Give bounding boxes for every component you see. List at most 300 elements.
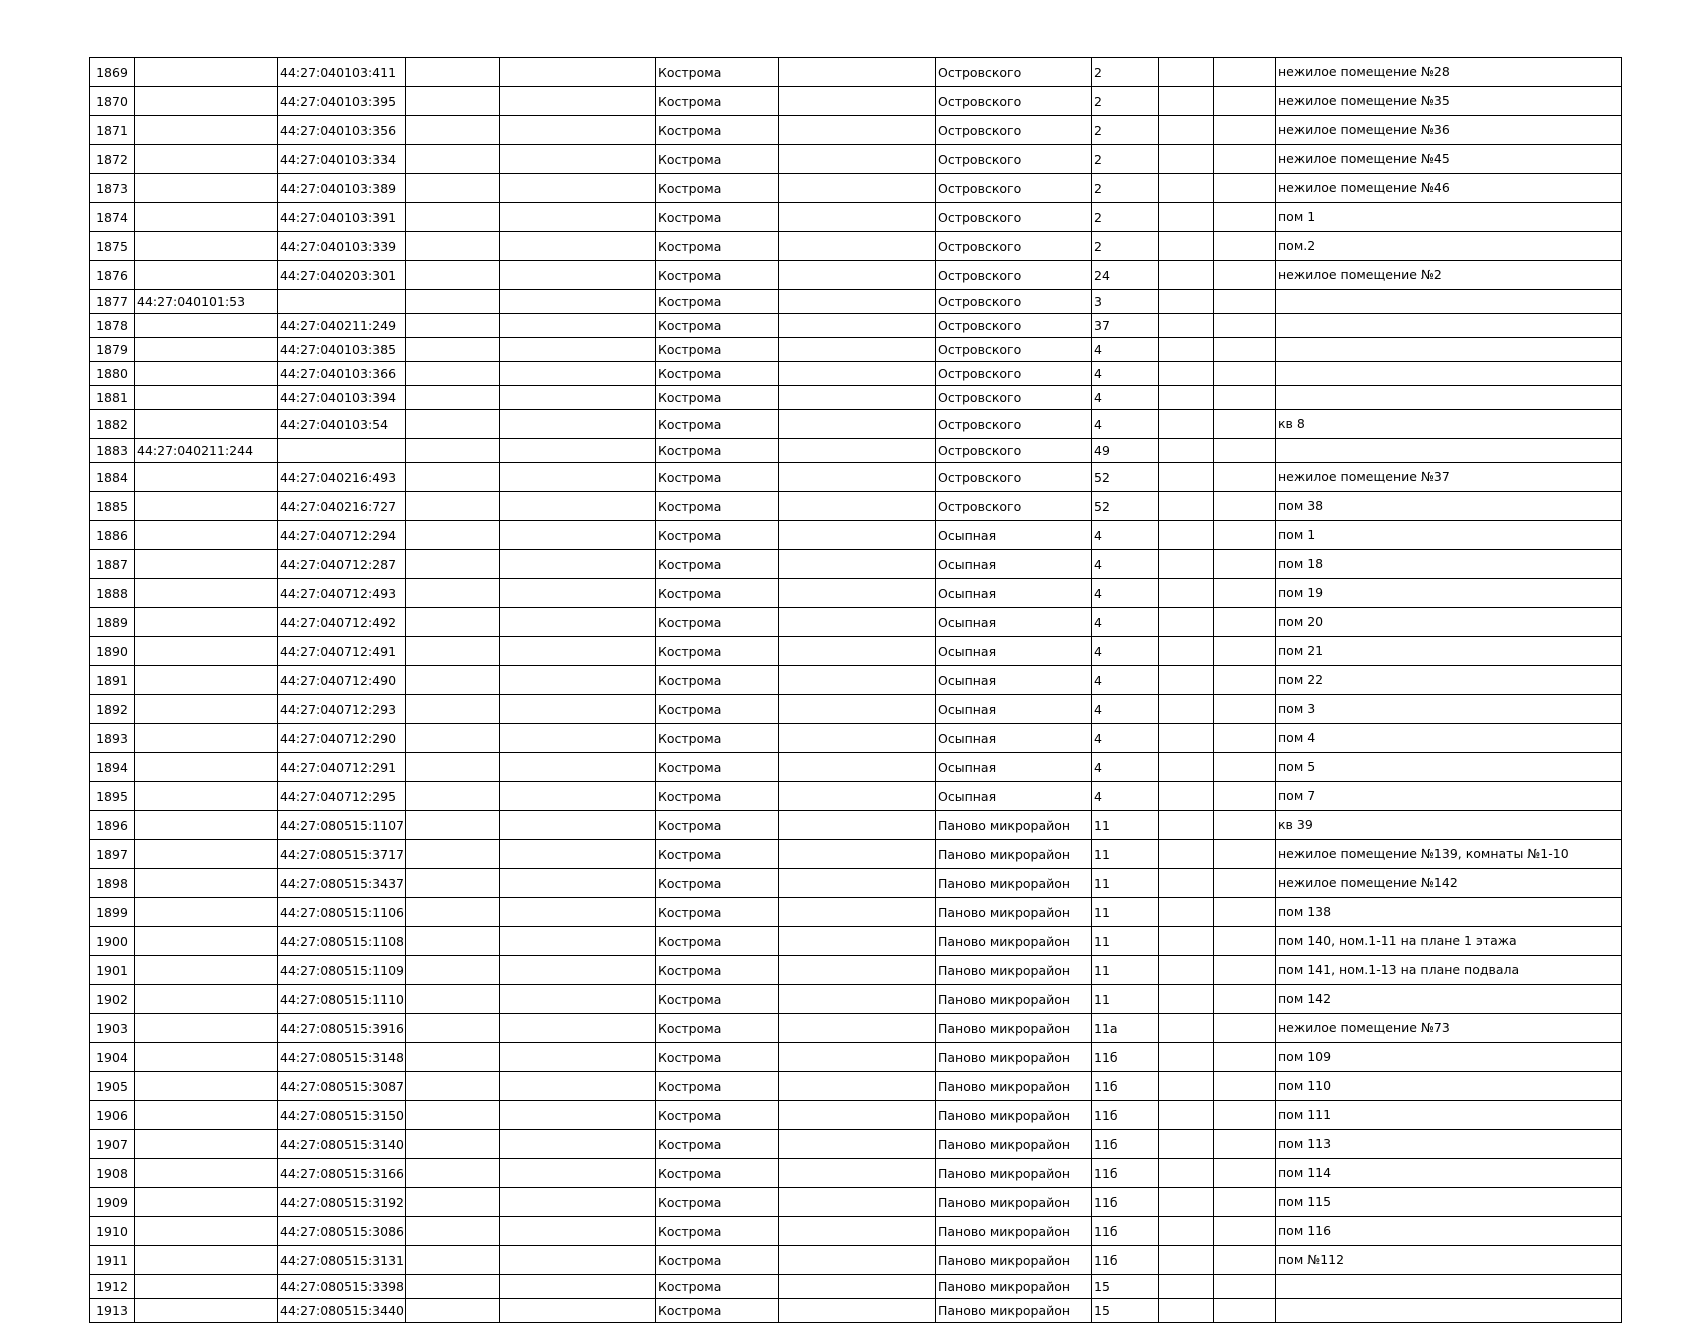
cadastral-number-cell	[135, 1299, 278, 1323]
empty-cell	[779, 1043, 936, 1072]
table-row	[90, 1159, 1622, 1188]
empty-cell	[406, 608, 500, 637]
empty-cell	[1214, 203, 1276, 232]
object-cadastral-number-cell: 44:27:080515:3086	[278, 1217, 406, 1246]
row-number-cell: 1899	[90, 898, 135, 927]
empty-cell	[406, 666, 500, 695]
house-number-cell: 4	[1092, 550, 1159, 579]
object-cadastral-number-cell: 44:27:080515:3166	[278, 1159, 406, 1188]
empty-cell	[1214, 492, 1276, 521]
empty-cell	[1214, 666, 1276, 695]
empty-cell	[779, 637, 936, 666]
cadastral-number-cell	[135, 1246, 278, 1275]
table-row	[90, 145, 1622, 174]
empty-cell	[500, 1130, 656, 1159]
empty-cell	[1159, 869, 1214, 898]
city-cell: Кострома	[656, 338, 779, 362]
city-cell: Кострома	[656, 1043, 779, 1072]
empty-cell	[406, 869, 500, 898]
empty-cell	[779, 174, 936, 203]
row-number-cell: 1908	[90, 1159, 135, 1188]
city-cell: Кострома	[656, 869, 779, 898]
premises-note-cell: нежилое помещение №45	[1276, 145, 1622, 174]
row-number-cell: 1884	[90, 463, 135, 492]
empty-cell	[500, 1217, 656, 1246]
empty-cell	[1214, 695, 1276, 724]
street-cell: Осыпная	[936, 753, 1092, 782]
city-cell: Кострома	[656, 290, 779, 314]
street-cell: Осыпная	[936, 521, 1092, 550]
house-number-cell: 4	[1092, 782, 1159, 811]
empty-cell	[779, 314, 936, 338]
cadastral-number-cell	[135, 1217, 278, 1246]
city-cell: Кострома	[656, 463, 779, 492]
empty-cell	[406, 1246, 500, 1275]
empty-cell	[500, 753, 656, 782]
empty-cell	[1214, 1159, 1276, 1188]
city-cell: Кострома	[656, 174, 779, 203]
premises-note-cell: пом 38	[1276, 492, 1622, 521]
row-number-cell: 1871	[90, 116, 135, 145]
house-number-cell: 11б	[1092, 1130, 1159, 1159]
row-number-cell: 1893	[90, 724, 135, 753]
table-row	[90, 811, 1622, 840]
house-number-cell: 11б	[1092, 1217, 1159, 1246]
street-cell: Островского	[936, 492, 1092, 521]
table-row	[90, 782, 1622, 811]
empty-cell	[779, 550, 936, 579]
empty-cell	[779, 753, 936, 782]
city-cell: Кострома	[656, 1217, 779, 1246]
city-cell: Кострома	[656, 232, 779, 261]
house-number-cell: 11	[1092, 927, 1159, 956]
empty-cell	[1159, 608, 1214, 637]
city-cell: Кострома	[656, 314, 779, 338]
row-number-cell: 1894	[90, 753, 135, 782]
street-cell: Островского	[936, 386, 1092, 410]
table-row	[90, 1101, 1622, 1130]
object-cadastral-number-cell: 44:27:080515:3717	[278, 840, 406, 869]
empty-cell	[1159, 521, 1214, 550]
object-cadastral-number-cell: 44:27:040712:291	[278, 753, 406, 782]
object-cadastral-number-cell: 44:27:040712:295	[278, 782, 406, 811]
empty-cell	[779, 1072, 936, 1101]
table-row	[90, 1014, 1622, 1043]
empty-cell	[1159, 463, 1214, 492]
empty-cell	[406, 261, 500, 290]
cadastral-number-cell	[135, 724, 278, 753]
cadastral-number-cell	[135, 782, 278, 811]
row-number-cell: 1909	[90, 1188, 135, 1217]
empty-cell	[1214, 753, 1276, 782]
empty-cell	[500, 58, 656, 87]
empty-cell	[406, 116, 500, 145]
object-cadastral-number-cell: 44:27:080515:1107	[278, 811, 406, 840]
object-cadastral-number-cell: 44:27:080515:3150	[278, 1101, 406, 1130]
house-number-cell: 37	[1092, 314, 1159, 338]
cadastral-number-cell	[135, 492, 278, 521]
empty-cell	[500, 1101, 656, 1130]
city-cell: Кострома	[656, 985, 779, 1014]
empty-cell	[406, 362, 500, 386]
empty-cell	[406, 290, 500, 314]
empty-cell	[1159, 666, 1214, 695]
street-cell: Паново микрорайон	[936, 840, 1092, 869]
empty-cell	[779, 1246, 936, 1275]
empty-cell	[779, 261, 936, 290]
house-number-cell: 4	[1092, 724, 1159, 753]
empty-cell	[1159, 927, 1214, 956]
empty-cell	[779, 58, 936, 87]
object-cadastral-number-cell: 44:27:040712:290	[278, 724, 406, 753]
cadastral-number-cell	[135, 338, 278, 362]
object-cadastral-number-cell: 44:27:040103:391	[278, 203, 406, 232]
empty-cell	[1159, 1188, 1214, 1217]
cadastral-number-cell	[135, 927, 278, 956]
table-row	[90, 666, 1622, 695]
street-cell: Паново микрорайон	[936, 811, 1092, 840]
object-cadastral-number-cell: 44:27:040216:727	[278, 492, 406, 521]
empty-cell	[500, 1043, 656, 1072]
empty-cell	[500, 439, 656, 463]
cadastral-number-cell	[135, 1130, 278, 1159]
empty-cell	[1214, 145, 1276, 174]
row-number-cell: 1872	[90, 145, 135, 174]
city-cell: Кострома	[656, 608, 779, 637]
object-cadastral-number-cell: 44:27:040712:490	[278, 666, 406, 695]
cadastral-number-cell	[135, 362, 278, 386]
empty-cell	[406, 1275, 500, 1299]
street-cell: Осыпная	[936, 550, 1092, 579]
table-row	[90, 869, 1622, 898]
table-row	[90, 232, 1622, 261]
premises-note-cell	[1276, 290, 1622, 314]
empty-cell	[500, 1246, 656, 1275]
empty-cell	[406, 927, 500, 956]
premises-note-cell: пом 1	[1276, 203, 1622, 232]
table-row	[90, 362, 1622, 386]
empty-cell	[779, 927, 936, 956]
empty-cell	[500, 116, 656, 145]
empty-cell	[779, 463, 936, 492]
premises-note-cell: нежилое помещение №73	[1276, 1014, 1622, 1043]
cadastral-number-cell	[135, 579, 278, 608]
empty-cell	[500, 782, 656, 811]
empty-cell	[1159, 811, 1214, 840]
empty-cell	[779, 1101, 936, 1130]
empty-cell	[1159, 410, 1214, 439]
cadastral-number-cell	[135, 1101, 278, 1130]
city-cell: Кострома	[656, 261, 779, 290]
street-cell: Осыпная	[936, 695, 1092, 724]
city-cell: Кострома	[656, 666, 779, 695]
empty-cell	[1214, 1217, 1276, 1246]
empty-cell	[779, 232, 936, 261]
empty-cell	[1214, 232, 1276, 261]
empty-cell	[500, 338, 656, 362]
empty-cell	[1159, 695, 1214, 724]
table-row	[90, 439, 1622, 463]
object-cadastral-number-cell: 44:27:080515:3398	[278, 1275, 406, 1299]
cadastral-number-cell	[135, 1014, 278, 1043]
city-cell: Кострома	[656, 1299, 779, 1323]
table-row	[90, 956, 1622, 985]
house-number-cell: 11б	[1092, 1188, 1159, 1217]
table-row	[90, 314, 1622, 338]
house-number-cell: 2	[1092, 232, 1159, 261]
city-cell: Кострома	[656, 724, 779, 753]
premises-note-cell	[1276, 1275, 1622, 1299]
street-cell: Паново микрорайон	[936, 1188, 1092, 1217]
table-row	[90, 1188, 1622, 1217]
empty-cell	[1159, 985, 1214, 1014]
empty-cell	[1159, 58, 1214, 87]
cadastral-number-cell	[135, 550, 278, 579]
empty-cell	[1214, 314, 1276, 338]
premises-note-cell	[1276, 362, 1622, 386]
empty-cell	[1159, 753, 1214, 782]
object-cadastral-number-cell: 44:27:040712:492	[278, 608, 406, 637]
object-cadastral-number-cell: 44:27:080515:3140	[278, 1130, 406, 1159]
empty-cell	[1214, 840, 1276, 869]
empty-cell	[1214, 58, 1276, 87]
city-cell: Кострома	[656, 1101, 779, 1130]
empty-cell	[1214, 1101, 1276, 1130]
empty-cell	[1159, 338, 1214, 362]
empty-cell	[1159, 386, 1214, 410]
table-body	[90, 58, 1622, 1323]
empty-cell	[406, 463, 500, 492]
row-number-cell: 1874	[90, 203, 135, 232]
row-number-cell: 1901	[90, 956, 135, 985]
empty-cell	[1214, 521, 1276, 550]
empty-cell	[779, 811, 936, 840]
empty-cell	[1159, 637, 1214, 666]
object-cadastral-number-cell	[278, 290, 406, 314]
city-cell: Кострома	[656, 782, 779, 811]
row-number-cell: 1895	[90, 782, 135, 811]
row-number-cell: 1870	[90, 87, 135, 116]
street-cell: Островского	[936, 338, 1092, 362]
empty-cell	[1159, 724, 1214, 753]
empty-cell	[406, 410, 500, 439]
empty-cell	[779, 290, 936, 314]
street-cell: Островского	[936, 439, 1092, 463]
table-row	[90, 1072, 1622, 1101]
premises-note-cell: пом 115	[1276, 1188, 1622, 1217]
empty-cell	[500, 869, 656, 898]
empty-cell	[406, 1217, 500, 1246]
row-number-cell: 1896	[90, 811, 135, 840]
street-cell: Осыпная	[936, 782, 1092, 811]
cadastral-number-cell	[135, 521, 278, 550]
empty-cell	[500, 840, 656, 869]
street-cell: Островского	[936, 116, 1092, 145]
object-cadastral-number-cell: 44:27:040103:389	[278, 174, 406, 203]
premises-note-cell: пом 21	[1276, 637, 1622, 666]
street-cell: Осыпная	[936, 579, 1092, 608]
empty-cell	[779, 521, 936, 550]
premises-note-cell: пом 7	[1276, 782, 1622, 811]
premises-note-cell: кв 39	[1276, 811, 1622, 840]
street-cell: Островского	[936, 174, 1092, 203]
empty-cell	[406, 782, 500, 811]
house-number-cell: 11	[1092, 898, 1159, 927]
empty-cell	[1159, 1159, 1214, 1188]
empty-cell	[779, 362, 936, 386]
table-row	[90, 290, 1622, 314]
premises-note-cell	[1276, 1299, 1622, 1323]
premises-note-cell: нежилое помещение №46	[1276, 174, 1622, 203]
empty-cell	[779, 492, 936, 521]
premises-note-cell: пом 22	[1276, 666, 1622, 695]
premises-note-cell: пом 20	[1276, 608, 1622, 637]
object-cadastral-number-cell: 44:27:080515:1106	[278, 898, 406, 927]
premises-note-cell: нежилое помещение №142	[1276, 869, 1622, 898]
empty-cell	[500, 1159, 656, 1188]
empty-cell	[406, 338, 500, 362]
empty-cell	[779, 666, 936, 695]
street-cell: Паново микрорайон	[936, 1014, 1092, 1043]
row-number-cell: 1904	[90, 1043, 135, 1072]
row-number-cell: 1906	[90, 1101, 135, 1130]
empty-cell	[1214, 1299, 1276, 1323]
street-cell: Паново микрорайон	[936, 869, 1092, 898]
cadastral-number-cell	[135, 666, 278, 695]
empty-cell	[500, 724, 656, 753]
empty-cell	[406, 956, 500, 985]
cadastral-number-cell	[135, 261, 278, 290]
premises-note-cell: нежилое помещение №28	[1276, 58, 1622, 87]
table-row	[90, 724, 1622, 753]
house-number-cell: 2	[1092, 58, 1159, 87]
empty-cell	[406, 985, 500, 1014]
row-number-cell: 1886	[90, 521, 135, 550]
city-cell: Кострома	[656, 1246, 779, 1275]
empty-cell	[1214, 1072, 1276, 1101]
empty-cell	[779, 1217, 936, 1246]
premises-note-cell: пом 5	[1276, 753, 1622, 782]
street-cell: Паново микрорайон	[936, 1299, 1092, 1323]
empty-cell	[500, 1188, 656, 1217]
cadastral-number-cell	[135, 1072, 278, 1101]
empty-cell	[406, 1072, 500, 1101]
empty-cell	[1214, 985, 1276, 1014]
house-number-cell: 11б	[1092, 1101, 1159, 1130]
table-row	[90, 1043, 1622, 1072]
street-cell: Островского	[936, 261, 1092, 290]
object-cadastral-number-cell: 44:27:040103:411	[278, 58, 406, 87]
row-number-cell: 1879	[90, 338, 135, 362]
object-cadastral-number-cell: 44:27:040103:395	[278, 87, 406, 116]
empty-cell	[500, 290, 656, 314]
empty-cell	[500, 666, 656, 695]
premises-note-cell: нежилое помещение №2	[1276, 261, 1622, 290]
empty-cell	[1214, 1130, 1276, 1159]
house-number-cell: 2	[1092, 203, 1159, 232]
empty-cell	[406, 492, 500, 521]
empty-cell	[500, 898, 656, 927]
table-row	[90, 840, 1622, 869]
house-number-cell: 49	[1092, 439, 1159, 463]
object-cadastral-number-cell: 44:27:040103:54	[278, 410, 406, 439]
table-row	[90, 927, 1622, 956]
street-cell: Паново микрорайон	[936, 1072, 1092, 1101]
house-number-cell: 2	[1092, 145, 1159, 174]
city-cell: Кострома	[656, 1014, 779, 1043]
empty-cell	[779, 724, 936, 753]
cadastral-number-cell: 44:27:040211:244	[135, 439, 278, 463]
table-row	[90, 521, 1622, 550]
empty-cell	[1159, 898, 1214, 927]
empty-cell	[406, 840, 500, 869]
street-cell: Паново микрорайон	[936, 1217, 1092, 1246]
cadastral-number-cell	[135, 869, 278, 898]
empty-cell	[779, 1275, 936, 1299]
empty-cell	[1159, 956, 1214, 985]
row-number-cell: 1878	[90, 314, 135, 338]
street-cell: Островского	[936, 314, 1092, 338]
table-row	[90, 1299, 1622, 1323]
empty-cell	[779, 608, 936, 637]
empty-cell	[500, 232, 656, 261]
object-cadastral-number-cell: 44:27:080515:1109	[278, 956, 406, 985]
house-number-cell: 11а	[1092, 1014, 1159, 1043]
cadastral-number-cell: 44:27:040101:53	[135, 290, 278, 314]
empty-cell	[406, 724, 500, 753]
empty-cell	[406, 637, 500, 666]
city-cell: Кострома	[656, 1188, 779, 1217]
empty-cell	[406, 521, 500, 550]
house-number-cell: 15	[1092, 1275, 1159, 1299]
empty-cell	[500, 695, 656, 724]
row-number-cell: 1889	[90, 608, 135, 637]
street-cell: Островского	[936, 463, 1092, 492]
house-number-cell: 11б	[1092, 1246, 1159, 1275]
empty-cell	[1214, 116, 1276, 145]
city-cell: Кострома	[656, 753, 779, 782]
street-cell: Паново микрорайон	[936, 1159, 1092, 1188]
empty-cell	[1214, 869, 1276, 898]
empty-cell	[1159, 579, 1214, 608]
empty-cell	[500, 1072, 656, 1101]
row-number-cell: 1873	[90, 174, 135, 203]
house-number-cell: 3	[1092, 290, 1159, 314]
empty-cell	[500, 410, 656, 439]
empty-cell	[779, 145, 936, 174]
street-cell: Островского	[936, 203, 1092, 232]
empty-cell	[1159, 439, 1214, 463]
empty-cell	[500, 608, 656, 637]
empty-cell	[779, 439, 936, 463]
city-cell: Кострома	[656, 87, 779, 116]
empty-cell	[1159, 1130, 1214, 1159]
empty-cell	[406, 1043, 500, 1072]
cadastral-number-cell	[135, 985, 278, 1014]
empty-cell	[1159, 1217, 1214, 1246]
empty-cell	[1159, 362, 1214, 386]
empty-cell	[1214, 811, 1276, 840]
street-cell: Островского	[936, 87, 1092, 116]
table-row	[90, 410, 1622, 439]
house-number-cell: 4	[1092, 362, 1159, 386]
row-number-cell: 1902	[90, 985, 135, 1014]
premises-note-cell: пом 140, ном.1-11 на плане 1 этажа	[1276, 927, 1622, 956]
empty-cell	[500, 1275, 656, 1299]
table-row	[90, 386, 1622, 410]
premises-note-cell: пом 18	[1276, 550, 1622, 579]
empty-cell	[779, 579, 936, 608]
